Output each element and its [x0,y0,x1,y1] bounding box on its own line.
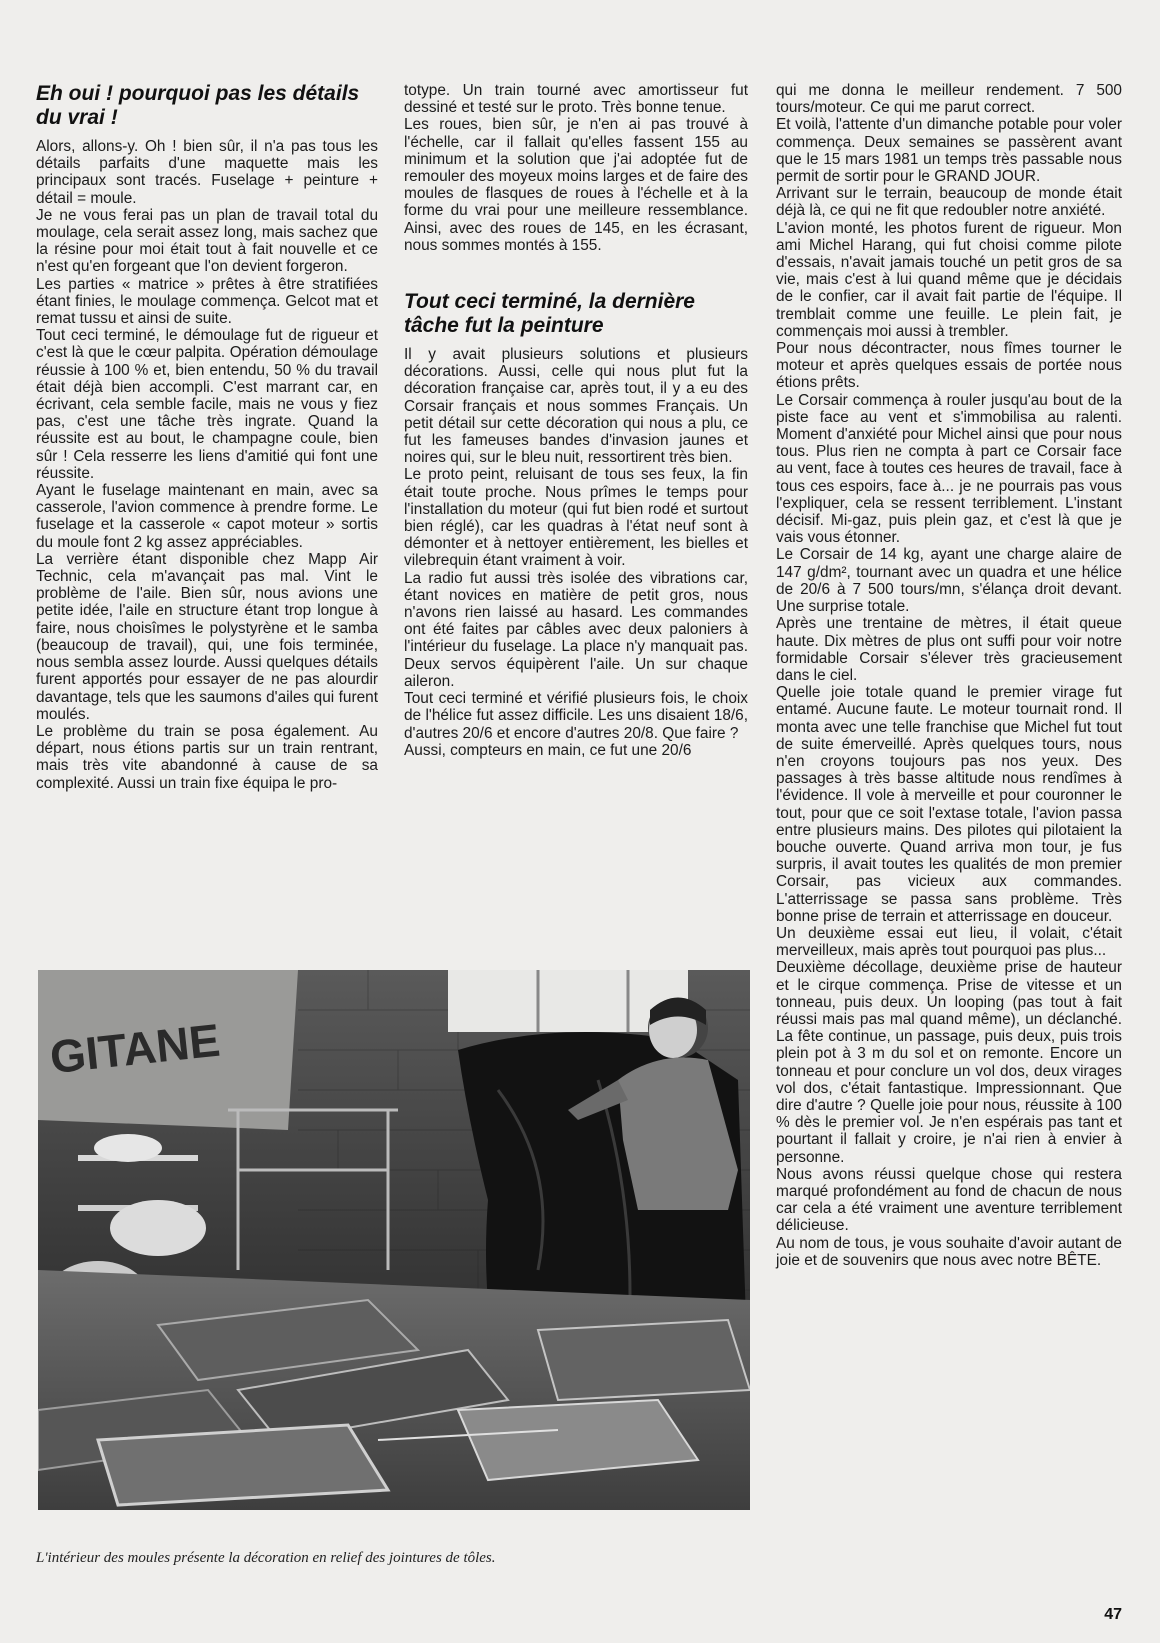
paragraph: Le proto peint, reluisant de tous ses feux, la fin était toute proche. Nous prîmes le temps pour l'installation du moteur (qui fut bien rodé et surtout bien réglé), car les quadras à l'état neuf sont à démonter et à nettoyer entièrement, les bielles et vilebrequin étant vraiment à voir. [404,466,748,570]
section-heading-painting: Tout ceci terminé, la dernière tâche fut la peinture [404,290,695,338]
page-number: 47 [1104,1606,1122,1623]
paragraph: La radio fut aussi très isolée des vibrations car, étant novices en matière de petit gros, nous n'avons rien laissé au hasard. Les commandes ont été faites par câbles avec deux paloniers à l'intérieur du fuselage. La place n'y manquait pas. Deux servos équipèrent l'aile. Un sur chaque aileron. [404,569,748,690]
paragraph: Aussi, compteurs en main, ce fut une 20/6 [404,741,692,759]
paragraph: La verrière étant disponible chez Mapp Air Technic, cela m'avançait pas mal. Vint le problème de l'aile. Bien sûr, nous avions une petite idée, l'aile en structure étant trop longue à faire, nous choisîmes le polystyrène et le samba (beaucoup de travail), qui, une fois terminée, nous sembla assez lourde. Aussi quelques détails furent apportés pour essayer de ne pas alourdir davantage, tels que les saumons d'ailes qui furent moulés. [36,550,378,723]
paragraph: Deuxième décollage, deuxième prise de hauteur et le cirque commença. Prise de vitesse et un tonneau, puis deux. Un looping (pas tout à fait réussi mais pas mal quand même), un déclanché. La fête continue, un passage, puis deux, puis trois plein pot à 3 m du sol et on remonte. Encore un tonneau et pour conclure un vol dos, deux virages vol dos, c'était fantastique. Impressionnant. Que dire d'autre ? Quelle joie pour nous, réussite à 100 % dès le premier vol. Je n'en espérais pas tant et pourtant il fallait y croire, je n'ai rien à envier à personne. [776,959,1122,1166]
paragraph: Et voilà, l'attente d'un dimanche potable pour voler commença. Deux semaines se passèrent avant que le 15 mars 1981 un temps très passable nous permit de sortir pour le GRAND JOUR. [776,116,1122,186]
paragraph: qui me donna le meilleur rendement. 7 500 tours/moteur. Ce qui me parut correct. [776,82,1122,117]
paragraph: Le Corsair commença à rouler jusqu'au bout de la piste face au vent et s'immobilisa au ralenti. Moment d'anxiété pour Michel ainsi que pour nous tous. Plus rien ne compta à part ce Corsair face au vent, face à toutes ces heures de travail, face à tous ces espoirs, face à... je ne pourrais pas vous l'expliquer, cela se ressent terriblement. L'instant décisif. Mi-gaz, puis plein gaz, et c'est là que je vais vous étonner. [776,391,1122,547]
paragraph: L'avion monté, les photos furent de rigueur. Mon ami Michel Harang, qui fut choisi comme pilote d'essais, n'avait jamais touché un petit gros de sa vie, mais c'est à lui quand même que je décidais de le confier, car il avait fait partie de l'équipe. Il tremblait comme une feuille. Le plein fait, je commençais moi aussi à trembler. [776,219,1122,340]
paragraph: Ayant le fuselage maintenant en main, avec sa casserole, l'avion commence à prendre forme. Le fuselage et la casserole « capot moteur » sortis du moule font 2 kg assez appréciables. [36,482,378,551]
column-2 [404,82,748,759]
paragraph: Le Corsair de 14 kg, ayant une charge alaire de 147 g/dm², tournant avec un quadra et une hélice de 20/6 à 7 500 tours/mn, s'élança droit devant. Une surprise totale. [776,546,1122,616]
paragraph: Les parties « matrice » prêtes à être stratifiées étant finies, le moulage commença. Gelcot mat et remat tussu et ainsi de suite. [36,275,378,328]
paragraph: Le problème du train se posa également. Au départ, nous étions partis sur un train rentrant, mais très vite abandonné à cause de sa complexité. Aussi un train fixe équipa le pro- [36,722,378,792]
column-3 [776,82,1122,1269]
paragraph: Tout ceci terminé, le démoulage fut de rigueur et c'est là que le cœur palpita. Opération démoulage réussie à 100 % et, bien entendu, 50 % du travail était déjà bien accompli. C'est marrant car, en écrivant, cela semble facile, mais ne vous y fiez pas, c'est une tâche très ingrate. Quand la réussite est au bout, le champagne coule, bien sûr ! Cela resserre les liens d'amitié qui font une réussite. [36,327,378,482]
workshop-photo [38,970,750,1510]
photo-caption: L'intérieur des moules présente la décoration en relief des jointures de tôles. [36,1550,496,1566]
paragraph: Nous avons réussi quelque chose qui restera marqué profondément au fond de chacun de nous car cela a été vraiment une aventure terriblement délicieuse. [776,1165,1122,1235]
paragraph: Je ne vous ferai pas un plan de travail total du moulage, cela serait assez long, mais sachez que la résine pour moi était tout à fait nouvelle et ce n'est qu'en forgeant que l'on devient forgeron. [36,206,378,276]
paragraph: Les roues, bien sûr, je n'en ai pas trouvé à l'échelle, car il fallait qu'elles fassent 155 au minimum et la solution que j'ai adoptée fut de remouler des moyeux moins larges et de faire des moules de flasques de roues à l'échelle et à la forme du vrai pour une meilleure ressemblance. Ainsi, avec des roues de 145, en les écrasant, nous sommes montés à 155. [404,116,748,254]
paragraph: Quelle joie totale quand le premier virage fut entamé. Aucune faute. Le moteur tournait rond. Il monta avec une telle franchise que Michel fut tout de suite émerveillé. Après quelques tours, nous n'en croyons toujours pas nos yeux. Des passages à très basse altitude nous rendîmes à l'évidence. Il vole à merveille et pour couronner le tout, pour que ce soit l'extase totale, l'avion passa entre plusieurs mains. Des pilotes qui pilotaient la bouche ouverte. Quand arriva mon tour, je fus surpris, il avait toutes les qualités de mon premier Corsair, pas vicieux aux commandes. L'atterrissage se passa sans problème. Très bonne prise de terrain et atterrissage en douceur. [776,684,1122,925]
workshop-photo-illustration [38,970,750,1510]
column-1 [36,82,378,792]
paragraph: Pour nous décontracter, nous fîmes tourner le moteur et après quelques essais de portée nous étions prêts. [776,340,1122,392]
paragraph: totype. Un train tourné avec amortisseur fut dessiné et testé sur le proto. Très bonne tenue. [404,82,748,117]
paragraph: Après une trentaine de mètres, il était queue haute. Dix mètres de plus ont suffi pour voir notre formidable Corsair s'élever très gracieusement dans le ciel. [776,615,1122,684]
paragraph: Un deuxième essai eut lieu, il volait, c'était merveilleux, mais après tout pourquoi pas plus... [776,924,1122,960]
paragraph: Arrivant sur le terrain, beaucoup de monde était déjà là, ce qui ne fit que redoubler notre anxiété. [776,185,1122,220]
paragraph: Il y avait plusieurs solutions et plusieurs décorations. Aussi, celle qui nous plut fut la décoration française car, après tout, il y a eu des Corsair français et nous sommes Français. Un petit détail sur cette décoration qui nous a plu, ce fut les fameuses bandes d'invasion jaunes et noires qui, sur le bleu nuit, ressortirent très bien. [404,346,748,467]
paragraph: Tout ceci terminé et vérifié plusieurs fois, le choix de l'hélice fut assez difficile. Les uns disaient 18/6, d'autres 20/6 et encore d'autres 20/8. Que faire ? [404,690,748,742]
paragraph: Alors, allons-y. Oh ! bien sûr, il n'a pas tous les détails parfaits d'une maquette mais les principaux sont tracés. Fuselage + peinture + détail = moule. [36,138,378,207]
section-heading-details: Eh oui ! pourquoi pas les détails du vrai ! [36,82,360,129]
wall-sign-text: GITANE [47,1013,223,1084]
paragraph: Au nom de tous, je vous souhaite d'avoir autant de joie et de souvenirs que nous avec notre BÊTE. [776,1234,1122,1269]
